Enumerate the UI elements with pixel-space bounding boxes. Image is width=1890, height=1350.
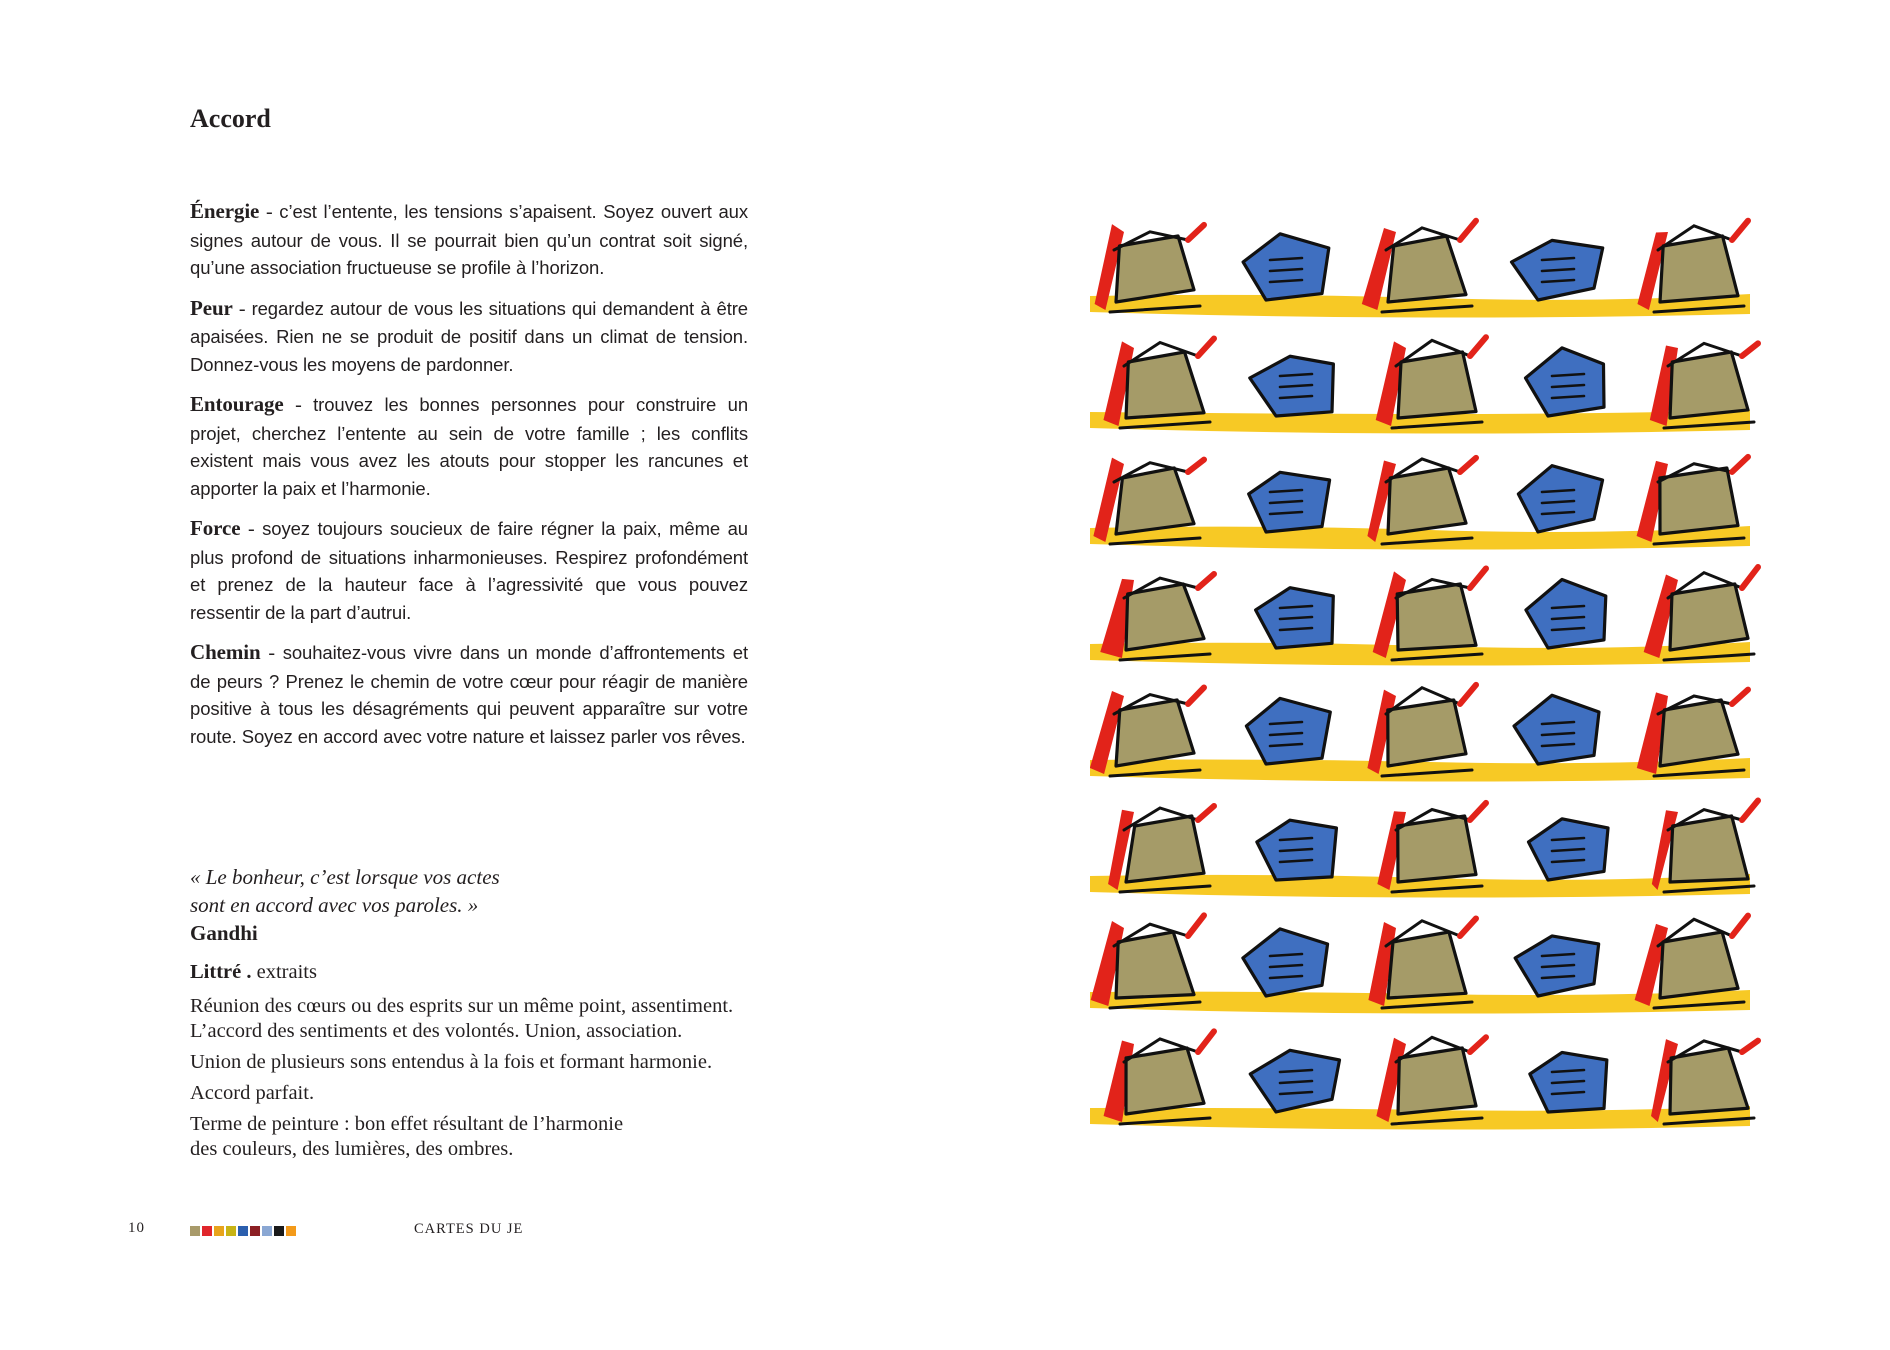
color-swatch	[202, 1226, 212, 1236]
red-accent	[1460, 458, 1476, 472]
blue-shield	[1243, 234, 1329, 300]
olive-house	[1398, 352, 1476, 418]
red-accent	[1742, 1041, 1758, 1052]
red-accent	[1198, 339, 1214, 356]
littre-title: Littré .	[190, 961, 252, 983]
littre-definition: Union de plusieurs sons entendus à la fois et formant harmonie.	[190, 1051, 713, 1073]
section-dash: -	[247, 518, 255, 540]
littre-definition	[190, 994, 810, 1044]
red-accent	[1198, 1031, 1214, 1052]
section-dash: -	[238, 297, 246, 320]
olive-house	[1116, 932, 1194, 998]
red-accent	[1470, 1037, 1486, 1052]
section-text: regardez autour de vous les situations qui demandent à être apaisées. Rien ne se produit de positif dans un climat de tension. Donnez-vous les moyens de pardonner.	[190, 297, 748, 375]
section-term: Force	[190, 516, 241, 540]
color-swatch	[274, 1226, 284, 1236]
section-dash: -	[266, 201, 273, 223]
olive-house	[1126, 1048, 1204, 1114]
section-energie	[190, 198, 748, 282]
section-term: Peur	[190, 295, 233, 320]
abstract-painting	[1090, 200, 1770, 1180]
red-accent	[1742, 801, 1758, 820]
red-accent	[1460, 685, 1476, 704]
olive-house	[1670, 816, 1748, 882]
red-accent	[1188, 225, 1204, 240]
red-accent	[1188, 915, 1204, 936]
olive-house	[1660, 236, 1738, 302]
blue-shield	[1246, 698, 1330, 764]
color-swatch	[238, 1226, 248, 1236]
section-text: trouvez les bonnes personnes pour construire un projet, cherchez l’entente au sein de votre famille ; les conflits existent mais vous avez les atouts pour stopper les rancunes et apporter la paix et l’harmonie.	[190, 394, 749, 499]
red-accent	[1188, 460, 1204, 472]
section-text: c’est l’entente, les tensions s’apaisent. Soyez ouvert aux signes autour de vous. Il se pourrait bien qu’un contrat soit signé, qu’une association fructueuse se profile à l’horizon.	[190, 201, 748, 278]
olive-house	[1126, 816, 1204, 882]
section-force	[190, 515, 748, 626]
definition-line: L’accord des sentiments et des volontés. Union, association.	[190, 1020, 683, 1042]
section-text: souhaitez-vous vivre dans un monde d’affrontements et de peurs ? Prenez le chemin de votre cœur pour réagir de manière positive à tous les désagréments qui peuvent apparaître sur votre route. Soyez en accord avec votre nature et laissez parler vos rêves.	[190, 642, 748, 747]
littre-subtitle: extraits	[256, 961, 317, 983]
olive-house	[1116, 236, 1194, 302]
olive-house	[1116, 700, 1194, 766]
section-dash: -	[295, 394, 302, 416]
section-dash: -	[268, 642, 275, 664]
olive-house	[1116, 468, 1194, 534]
card-meanings	[190, 198, 748, 763]
red-accent	[1742, 343, 1758, 356]
olive-house	[1388, 468, 1466, 534]
definition-line: des couleurs, des lumières, des ombres.	[190, 1138, 514, 1160]
section-chemin	[190, 639, 748, 750]
color-swatch	[214, 1226, 224, 1236]
olive-house	[1398, 1048, 1476, 1114]
page-title: Accord	[190, 104, 271, 133]
color-swatch	[226, 1226, 236, 1236]
color-swatch	[262, 1226, 272, 1236]
olive-house	[1388, 700, 1466, 766]
section-entourage	[190, 391, 748, 502]
section-text: soyez toujours soucieux de faire régner la paix, même au plus profond de situations inharmonieuses. Respirez profondément et prenez de la hauteur face à l’agressivité que vous pouvez ressentir de la part d’autrui.	[190, 518, 749, 623]
definition-line: Terme de peinture : bon effet résultant de l’harmonie	[190, 1113, 624, 1135]
olive-house	[1660, 468, 1738, 534]
section-term: Énergie	[190, 199, 260, 223]
quote-author: Gandhi	[190, 921, 258, 945]
blue-shield	[1526, 348, 1604, 416]
red-accent	[1732, 916, 1748, 936]
red-accent	[1198, 806, 1214, 820]
blue-shield	[1518, 466, 1602, 532]
quote-block	[190, 863, 750, 947]
red-accent	[1732, 690, 1748, 704]
olive-house	[1660, 700, 1738, 766]
quote-line-2: sont en accord avec vos paroles. »	[190, 893, 479, 917]
olive-house	[1670, 1048, 1748, 1114]
littre-block	[190, 960, 810, 1168]
red-accent	[1732, 221, 1748, 240]
red-accent	[1198, 574, 1214, 588]
page-number: 10	[128, 1220, 145, 1236]
red-accent	[1188, 688, 1204, 704]
quote-line-1: « Le bonheur, c’est lorsque vos actes	[190, 865, 500, 889]
olive-house	[1397, 584, 1476, 650]
olive-house	[1670, 352, 1748, 418]
color-swatch	[286, 1226, 296, 1236]
olive-house	[1388, 932, 1466, 998]
color-swatch	[250, 1226, 260, 1236]
littre-heading	[190, 960, 810, 985]
littre-definition: Accord parfait.	[190, 1082, 315, 1104]
blue-shield	[1514, 695, 1599, 764]
olive-house	[1388, 236, 1466, 302]
red-accent	[1470, 568, 1486, 588]
book-title: CARTES DU JE	[414, 1221, 524, 1237]
section-term: Entourage	[190, 392, 284, 416]
red-accent	[1470, 337, 1486, 356]
red-accent	[1742, 567, 1758, 588]
olive-house	[1670, 584, 1748, 650]
color-swatches	[190, 1226, 296, 1236]
red-accent	[1470, 803, 1486, 820]
olive-house	[1126, 584, 1204, 650]
red-accent	[1460, 918, 1476, 936]
color-swatch	[190, 1226, 200, 1236]
section-peur	[190, 295, 748, 379]
section-term: Chemin	[190, 640, 261, 664]
definition-line: Réunion des cœurs ou des esprits sur un même point, assentiment.	[190, 995, 734, 1017]
blue-shield	[1243, 929, 1328, 996]
red-accent	[1732, 457, 1748, 472]
olive-house	[1126, 352, 1204, 418]
littre-definition	[190, 1112, 810, 1162]
olive-house	[1660, 932, 1738, 998]
blue-shield	[1526, 580, 1606, 648]
red-accent	[1460, 221, 1476, 240]
olive-house	[1398, 816, 1476, 882]
